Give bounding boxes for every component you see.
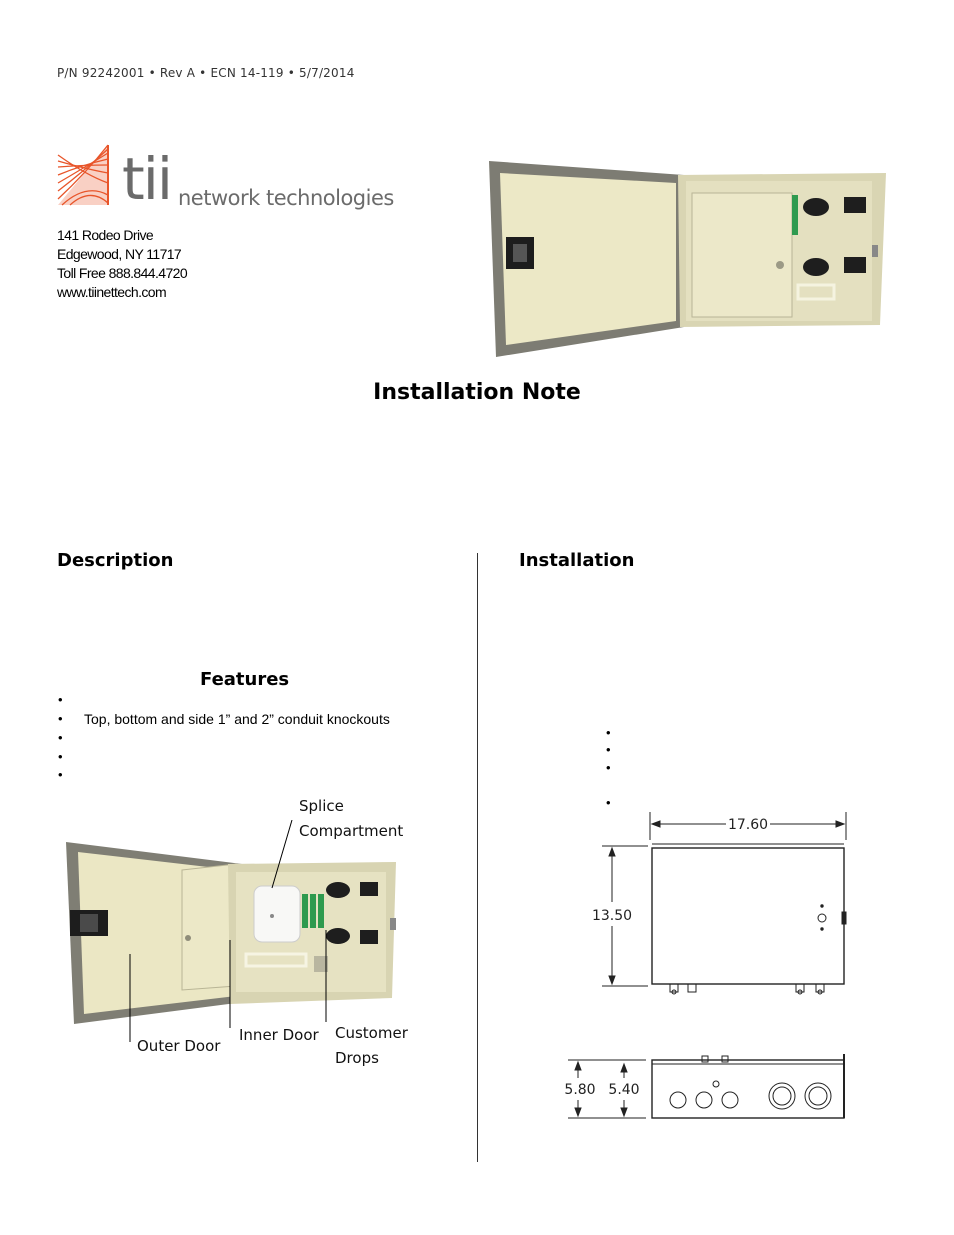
features-heading: Features [200,669,290,690]
brand-wordmark: tii [122,145,171,213]
callout-inner-door: Inner Door [239,1026,319,1044]
dim-width-label: 17.60 [727,817,769,833]
dim-depth-outer-label: 5.80 [564,1082,596,1098]
dimension-drawing-bottom [562,1050,852,1126]
address-street: 141 Rodeo Drive [57,227,154,243]
callout-customer-drops: Customer Drops [335,1024,408,1067]
installation-heading: Installation [519,550,635,571]
callout-leaders [120,820,420,1050]
dim-depth-inner-label: 5.40 [608,1082,640,1098]
part-number: P/N 92242001 • Rev A • ECN 14-119 • 5/7/2014 [57,66,355,80]
address-phone: Toll Free 888.844.4720 [57,265,188,281]
dim-height-label: 13.50 [591,908,633,924]
callout-outer-door: Outer Door [137,1037,221,1055]
enclosure-photo-top [486,145,890,361]
dimension-drawing-front [590,808,860,1000]
address-city: Edgewood, NY 11717 [57,246,182,262]
address-website[interactable]: www.tiinettech.com [57,284,167,300]
brand-logo-mark [56,143,118,207]
description-heading: Description [57,550,174,571]
callout-splice: Splice Compartment [299,797,404,840]
brand-tagline: network technologies [178,186,394,210]
page-title: Installation Note [373,380,581,405]
column-divider [477,553,478,1162]
feature-item: Top, bottom and side 1” and 2” conduit knockouts [84,711,390,727]
